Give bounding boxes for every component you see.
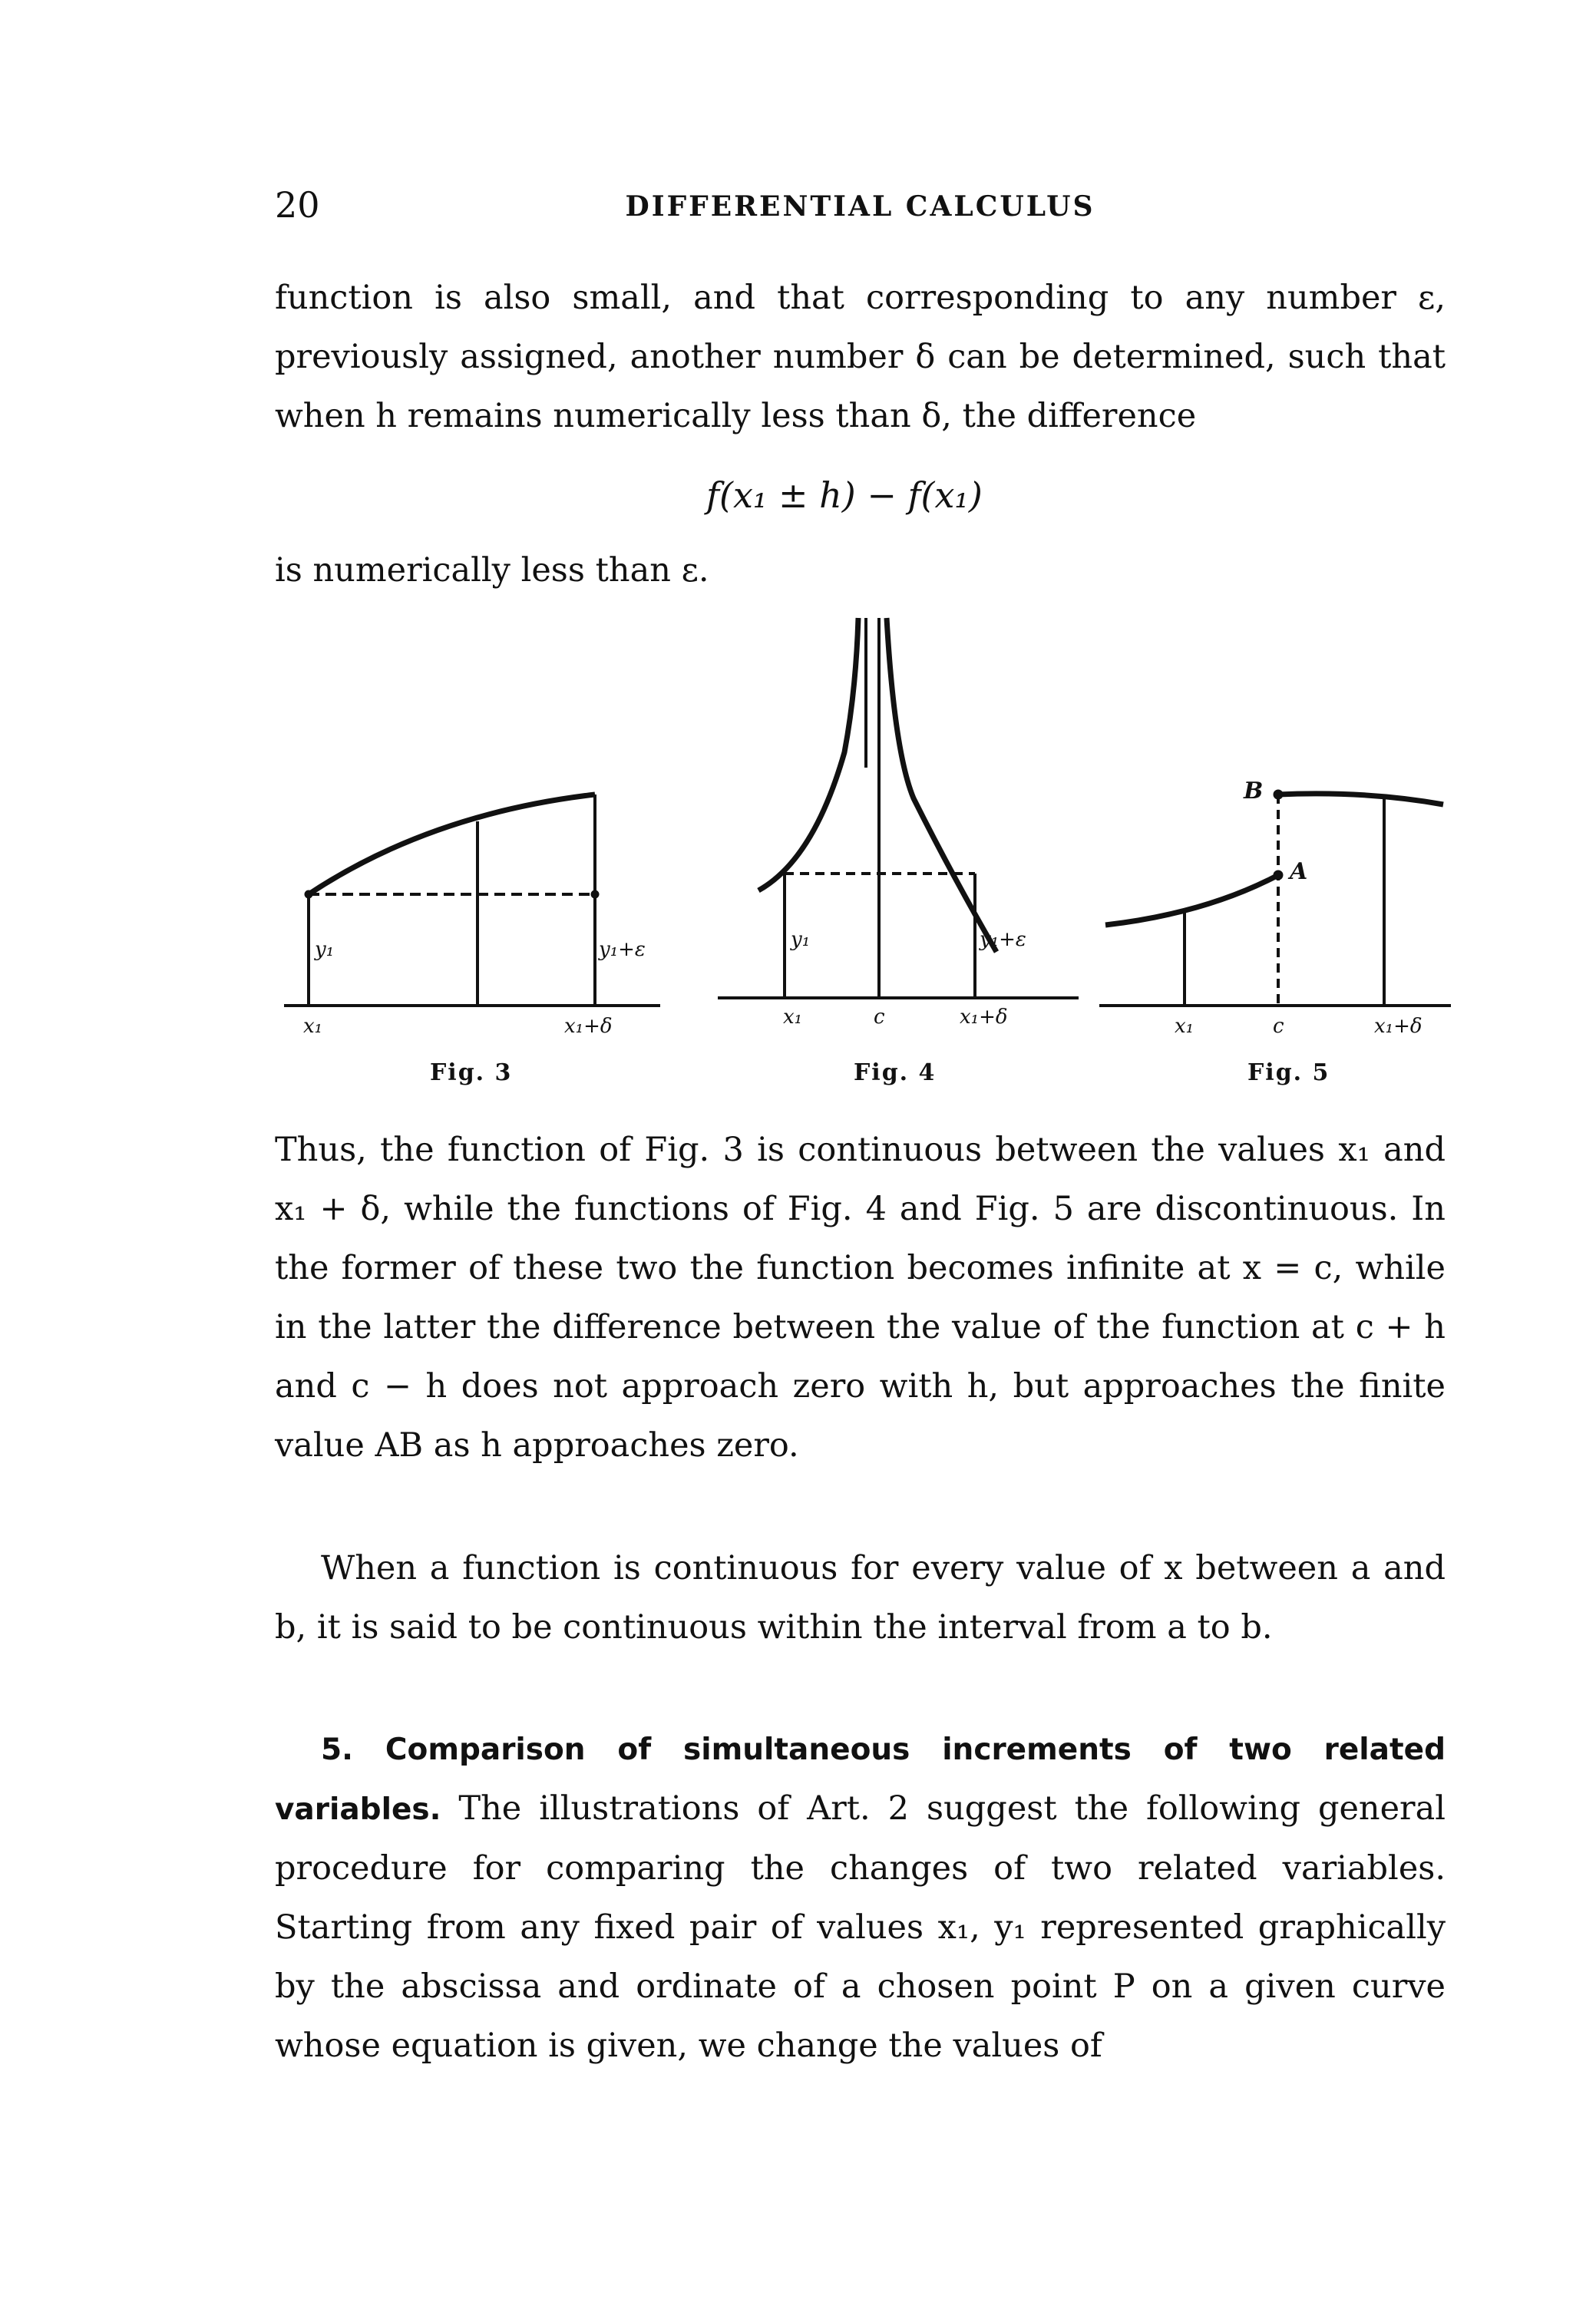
section-number: 5. [321, 1733, 353, 1767]
fig4-curve-left [758, 618, 858, 890]
difference-formula: f(x₁ ± h) − f(x₁) [706, 474, 983, 516]
figure-3 [284, 794, 660, 1006]
figures-panel [0, 0, 1596, 1113]
fig5-curve-right [1278, 794, 1443, 804]
fig3-label-x-left: x₁ [303, 1015, 323, 1038]
fig5-label-b: B [1244, 778, 1264, 804]
fig3-point-right [591, 890, 599, 898]
section-text: The illustrations of Art. 2 suggest the following general procedure for comparing the changes of two related variables. Starting from any fixed pair of values x₁, y₁ represented graphically by the abscissa and ordinate of a chosen point P on a given curve whose equation is given, we change the values of [275, 1789, 1446, 2065]
fig4-curve-right [887, 618, 996, 952]
fig5-label-x-left: x₁ [1175, 1015, 1195, 1038]
page-number: 20 [275, 184, 320, 226]
fig4-label-x-mid: c [874, 1006, 885, 1029]
fig3-label-y-left: y₁ [315, 938, 335, 961]
fig3-caption: Fig. 3 [430, 1059, 513, 1086]
fig5-point-a [1274, 870, 1283, 880]
fig3-point [305, 890, 312, 898]
paragraph-discontinuity: Thus, the function of Fig. 3 is continuous between the values x₁ and x₁ + δ, while the functions of Fig. 4 and Fig. 5 are discontinuous. In the former of these two the function becomes infinite at x = c, while in the latter the difference between the value of the function at c + h and c − h does not approach zero with h, but approaches the finite value AB as h approaches zero. [275, 1131, 1446, 1465]
fig4-caption: Fig. 4 [854, 1059, 937, 1086]
fig4-label-x-right: x₁+δ [960, 1006, 1008, 1029]
fig3-curve [309, 794, 595, 894]
figure-5 [1099, 790, 1451, 1006]
section-heading: Comparison of simultaneous increments of two related variables. [275, 1733, 1446, 1827]
section-5 [275, 1719, 1446, 2076]
fig3-label-x-right: x₁+δ [564, 1015, 613, 1038]
paragraph-interval: When a function is continuous for every value of x between a and b, it is said to be continuous within the interval from a to b. [275, 1549, 1446, 1647]
fig3-label-y-right: y₁+ε [599, 938, 646, 961]
fig4-label-x-left: x₁ [783, 1006, 803, 1029]
fig4-label-y-left: y₁ [791, 928, 811, 951]
fig5-label-x-right: x₁+δ [1374, 1015, 1423, 1038]
fig5-curve-left [1105, 875, 1278, 925]
fig5-caption: Fig. 5 [1247, 1059, 1330, 1086]
fig5-point-b [1274, 790, 1283, 799]
paragraph-continuity-definition-end: is numerically less than ε. [275, 551, 709, 590]
fig4-label-y-right: y₁+ε [980, 928, 1026, 951]
running-title: DIFFERENTIAL CALCULUS [625, 190, 1095, 223]
fig5-label-a: A [1290, 858, 1308, 885]
fig5-label-x-mid: c [1273, 1015, 1284, 1038]
paragraph-continuity-definition: function is also small, and that corresponding to any number ε, previously assigned, another number δ can be determined, such that when h remains numerically less than δ, the difference [275, 279, 1446, 435]
